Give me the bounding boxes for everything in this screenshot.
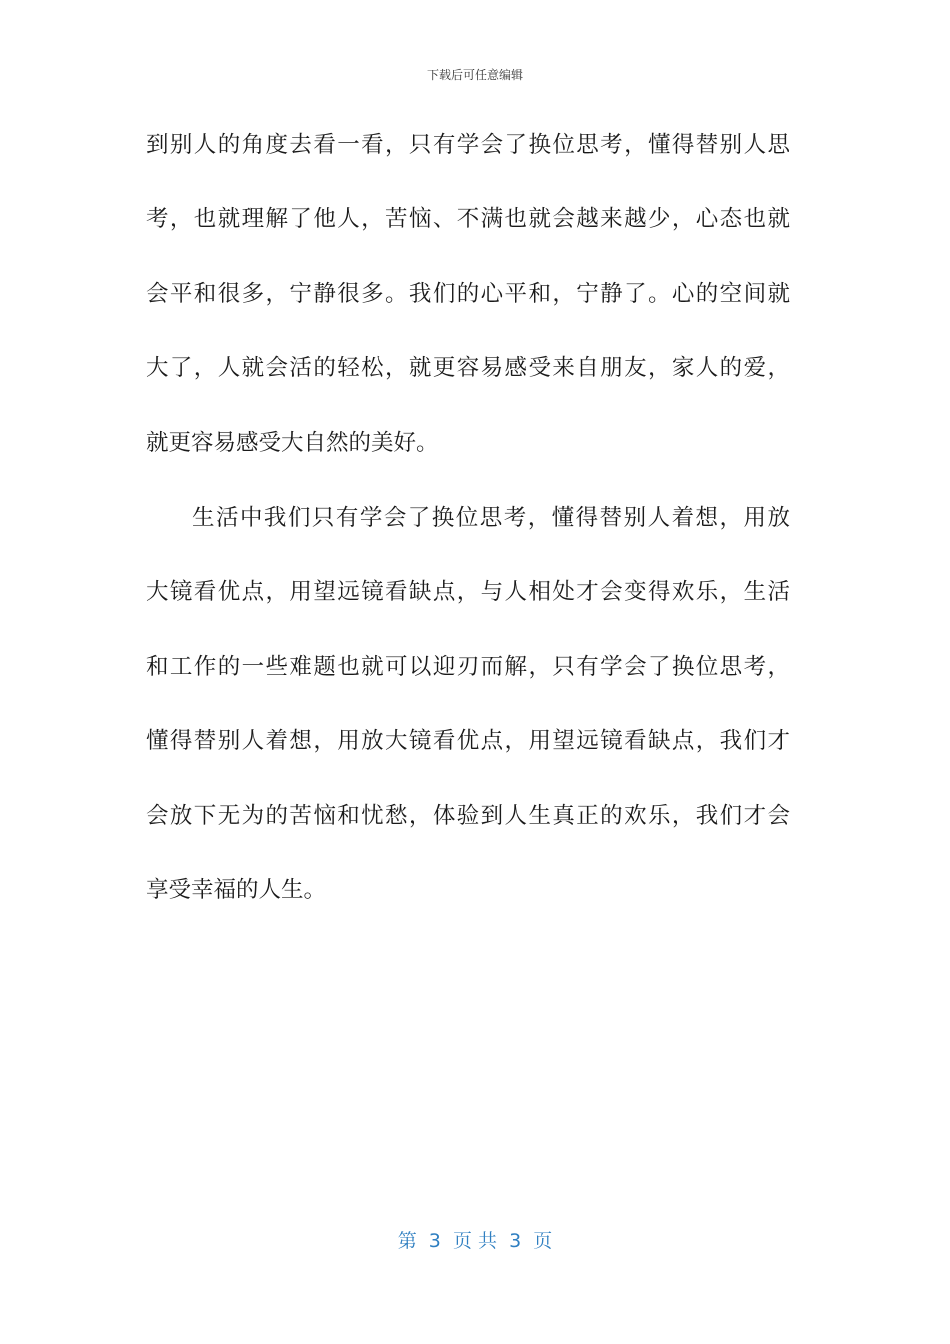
paragraph-line: 会平和很多，宁静很多。我们的心平和，宁静了。心的空间就	[146, 281, 790, 307]
paragraph-line: 和工作的一些难题也就可以迎刃而解，只有学会了换位思考，	[146, 654, 790, 680]
page-header: 下载后可任意编辑	[426, 68, 523, 82]
paragraph-line: 到别人的角度去看一看，只有学会了换位思考，懂得替别人思	[146, 132, 790, 158]
page-number-footer: 第 3 页 共 3 页	[397, 1230, 553, 1252]
paragraph-line: 生活中我们只有学会了换位思考，懂得替别人着想，用放	[192, 505, 790, 531]
paragraph-line: 大镜看优点，用望远镜看缺点，与人相处才会变得欢乐，生活	[146, 579, 790, 605]
paragraph-line: 考，也就理解了他人，苦恼、不满也就会越来越少，心态也就	[146, 206, 790, 232]
paragraph-line: 懂得替别人着想，用放大镜看优点，用望远镜看缺点，我们才	[146, 728, 790, 754]
paragraph-line: 就更容易感受大自然的美好。	[146, 430, 439, 456]
paragraph-line: 大了，人就会活的轻松，就更容易感受来自朋友，家人的爱，	[146, 355, 790, 381]
paragraph-line: 会放下无为的苦恼和忧愁，体验到人生真正的欢乐，我们才会	[146, 803, 790, 829]
paragraph-line: 享受幸福的人生。	[146, 877, 327, 903]
